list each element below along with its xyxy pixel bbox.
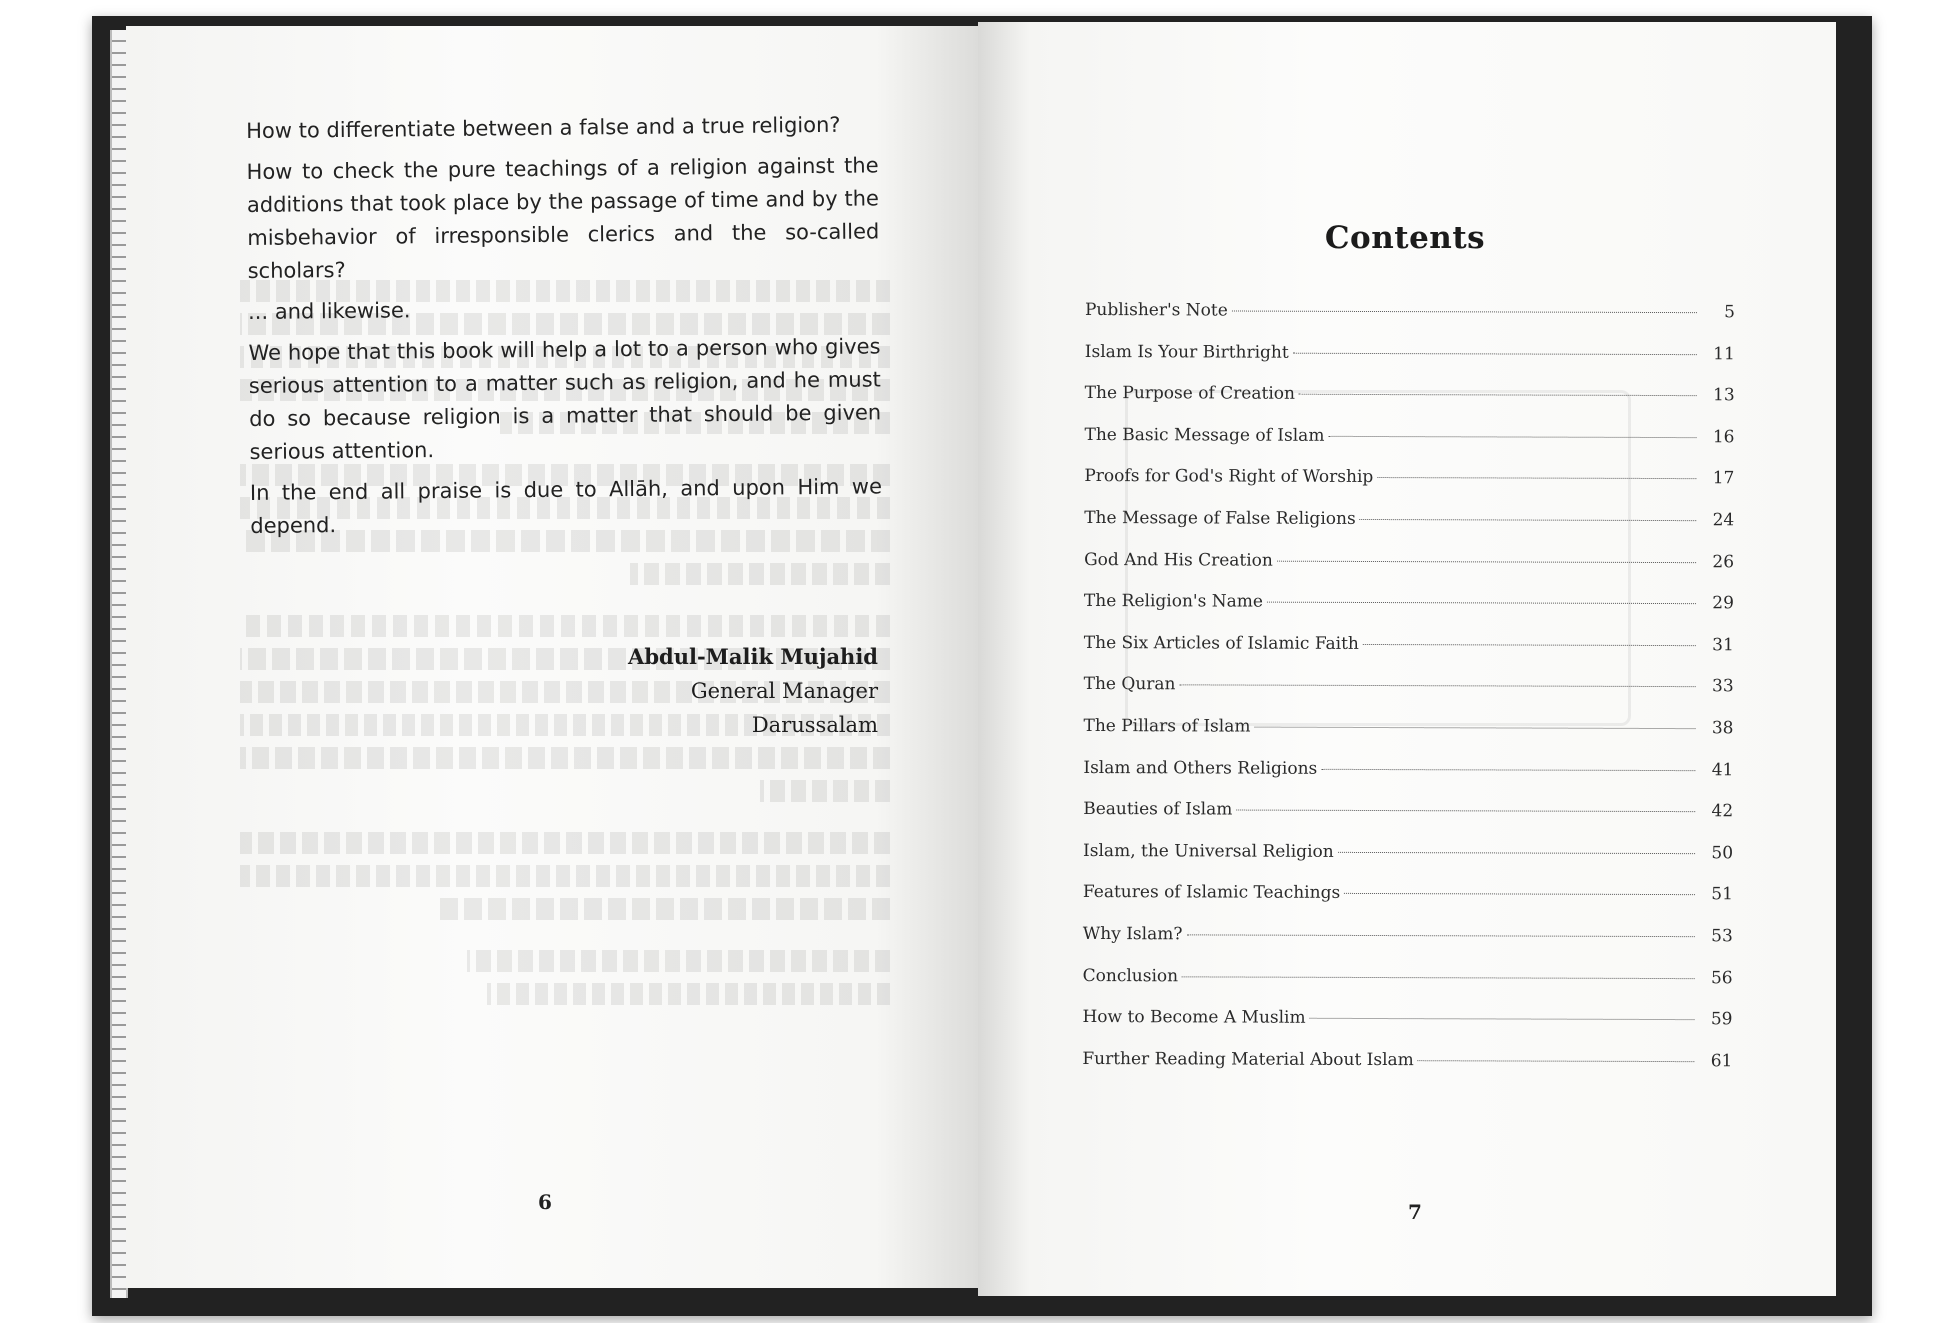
toc-entry-page: 61 xyxy=(1710,1050,1733,1071)
toc-entry-page: 59 xyxy=(1710,1009,1733,1030)
toc-entry xyxy=(1084,674,1734,718)
paragraph-likewise: ... and likewise. xyxy=(247,298,411,324)
toc-entry xyxy=(1084,633,1734,677)
toc-entry xyxy=(1084,425,1734,469)
dot-leader xyxy=(1360,519,1697,521)
dot-leader xyxy=(1344,893,1695,895)
toc-entry-page: 31 xyxy=(1712,634,1734,656)
toc-entry-page: 38 xyxy=(1711,718,1734,739)
toc-entry xyxy=(1083,924,1733,968)
dot-leader xyxy=(1232,311,1697,314)
toc-entry xyxy=(1083,799,1733,843)
toc-entry-page: 42 xyxy=(1711,801,1734,822)
toc-entry-page: 13 xyxy=(1712,385,1735,406)
toc-entry-title: How to Become A Muslim xyxy=(1082,1007,1306,1028)
toc-entry-page: 33 xyxy=(1711,676,1734,697)
left-page-body xyxy=(246,108,883,551)
toc-entry xyxy=(1084,508,1734,552)
toc-entry xyxy=(1084,591,1734,635)
toc-entry-page: 26 xyxy=(1712,551,1735,572)
toc-entry-page: 51 xyxy=(1711,884,1733,905)
toc-entry xyxy=(1084,466,1734,510)
paragraph-false-true-religion: How to differentiate between a false and a true religion? xyxy=(246,112,841,143)
dot-leader xyxy=(1277,560,1696,562)
left-page-number: 6 xyxy=(538,1190,552,1214)
toc-entry-title: God And His Creation xyxy=(1084,549,1273,571)
paragraph-book-help: We hope that this book will help a lot to a person who gives serious attention to a matter such as religion, and he must do so because religion is a matter that should be given serious attention. xyxy=(248,334,882,464)
toc-entry-page: 17 xyxy=(1712,468,1735,489)
toc-entry-page: 56 xyxy=(1710,967,1733,988)
dot-leader xyxy=(1236,810,1695,813)
toc-entry-title: The Pillars of Islam xyxy=(1083,715,1251,737)
right-page-number: 7 xyxy=(1408,1200,1422,1224)
signature-title: General Manager xyxy=(690,679,878,703)
toc-entry xyxy=(1083,965,1733,1009)
dot-leader xyxy=(1328,436,1696,438)
toc-entry-title: The Six Articles of Islamic Faith xyxy=(1083,632,1359,654)
toc-entry-title: Conclusion xyxy=(1082,965,1179,986)
toc-entry xyxy=(1085,342,1735,386)
paragraph-praise: In the end all praise is due to Allāh, and upon Him we depend. xyxy=(249,474,883,538)
toc-entry-page: 5 xyxy=(1724,302,1735,323)
toc-entry xyxy=(1084,550,1734,594)
toc-entry-title: Why Islam? xyxy=(1082,923,1183,945)
toc-entry-title: Islam, the Universal Religion xyxy=(1083,840,1334,862)
toc-entry-title: Further Reading Material About Islam xyxy=(1082,1048,1414,1070)
toc-entry-page: 16 xyxy=(1712,426,1735,448)
paragraph-pure-teachings: How to check the pure teachings of a religion against the additions that took place by the passage of time and by the misbehavior of irresponsible clerics and the so-called scholars? xyxy=(246,153,880,283)
toc-entry xyxy=(1083,882,1733,926)
dot-leader xyxy=(1293,352,1697,354)
toc-entry xyxy=(1085,300,1735,344)
toc-entry-title: The Quran xyxy=(1083,674,1176,695)
dot-leader xyxy=(1186,934,1694,937)
toc-entry-page: 50 xyxy=(1711,842,1734,863)
toc-entry-title: Islam and Others Religions xyxy=(1083,757,1318,779)
toc-entry xyxy=(1082,1049,1732,1093)
toc-entry-title: Beauties of Islam xyxy=(1083,799,1233,820)
toc-entry-page: 41 xyxy=(1711,759,1734,780)
toc-entry xyxy=(1083,841,1733,885)
toc-entry-title: The Basic Message of Islam xyxy=(1084,424,1325,446)
toc-entry-title: Publisher's Note xyxy=(1084,300,1228,321)
dot-leader xyxy=(1310,1018,1695,1020)
toc-entry-title: The Message of False Religions xyxy=(1084,507,1356,529)
toc-entry-title: The Religion's Name xyxy=(1083,591,1263,612)
toc-entry-page: 53 xyxy=(1711,926,1733,947)
dot-leader xyxy=(1267,602,1696,604)
toc-entry-title: Proofs for God's Right of Worship xyxy=(1084,466,1374,488)
dot-leader xyxy=(1338,852,1695,854)
toc-entry-page: 24 xyxy=(1712,510,1735,531)
dot-leader xyxy=(1180,685,1696,688)
toc-entry xyxy=(1083,716,1733,760)
dot-leader xyxy=(1182,976,1695,979)
toc-entry-title: Features of Islamic Teachings xyxy=(1082,882,1341,904)
dot-leader xyxy=(1418,1060,1695,1062)
dot-leader xyxy=(1321,768,1695,770)
toc-entry xyxy=(1083,758,1733,802)
toc-entry-title: Islam Is Your Birthright xyxy=(1084,341,1289,363)
signature-organization: Darussalam xyxy=(751,713,878,737)
dot-leader xyxy=(1254,727,1695,730)
toc-entry xyxy=(1082,1007,1732,1051)
toc-entry xyxy=(1085,383,1735,427)
toc-entry-title: The Purpose of Creation xyxy=(1084,383,1296,404)
signature-block xyxy=(560,640,878,742)
dot-leader xyxy=(1377,477,1696,479)
dot-leader xyxy=(1363,644,1696,646)
toc-entry-page: 11 xyxy=(1713,343,1735,364)
toc-entry-page: 29 xyxy=(1712,593,1734,614)
signature-name: Abdul-Malik Mujahid xyxy=(628,644,878,669)
contents-heading: Contents xyxy=(1324,220,1486,256)
table-of-contents xyxy=(1082,300,1735,1093)
dot-leader xyxy=(1299,394,1697,396)
